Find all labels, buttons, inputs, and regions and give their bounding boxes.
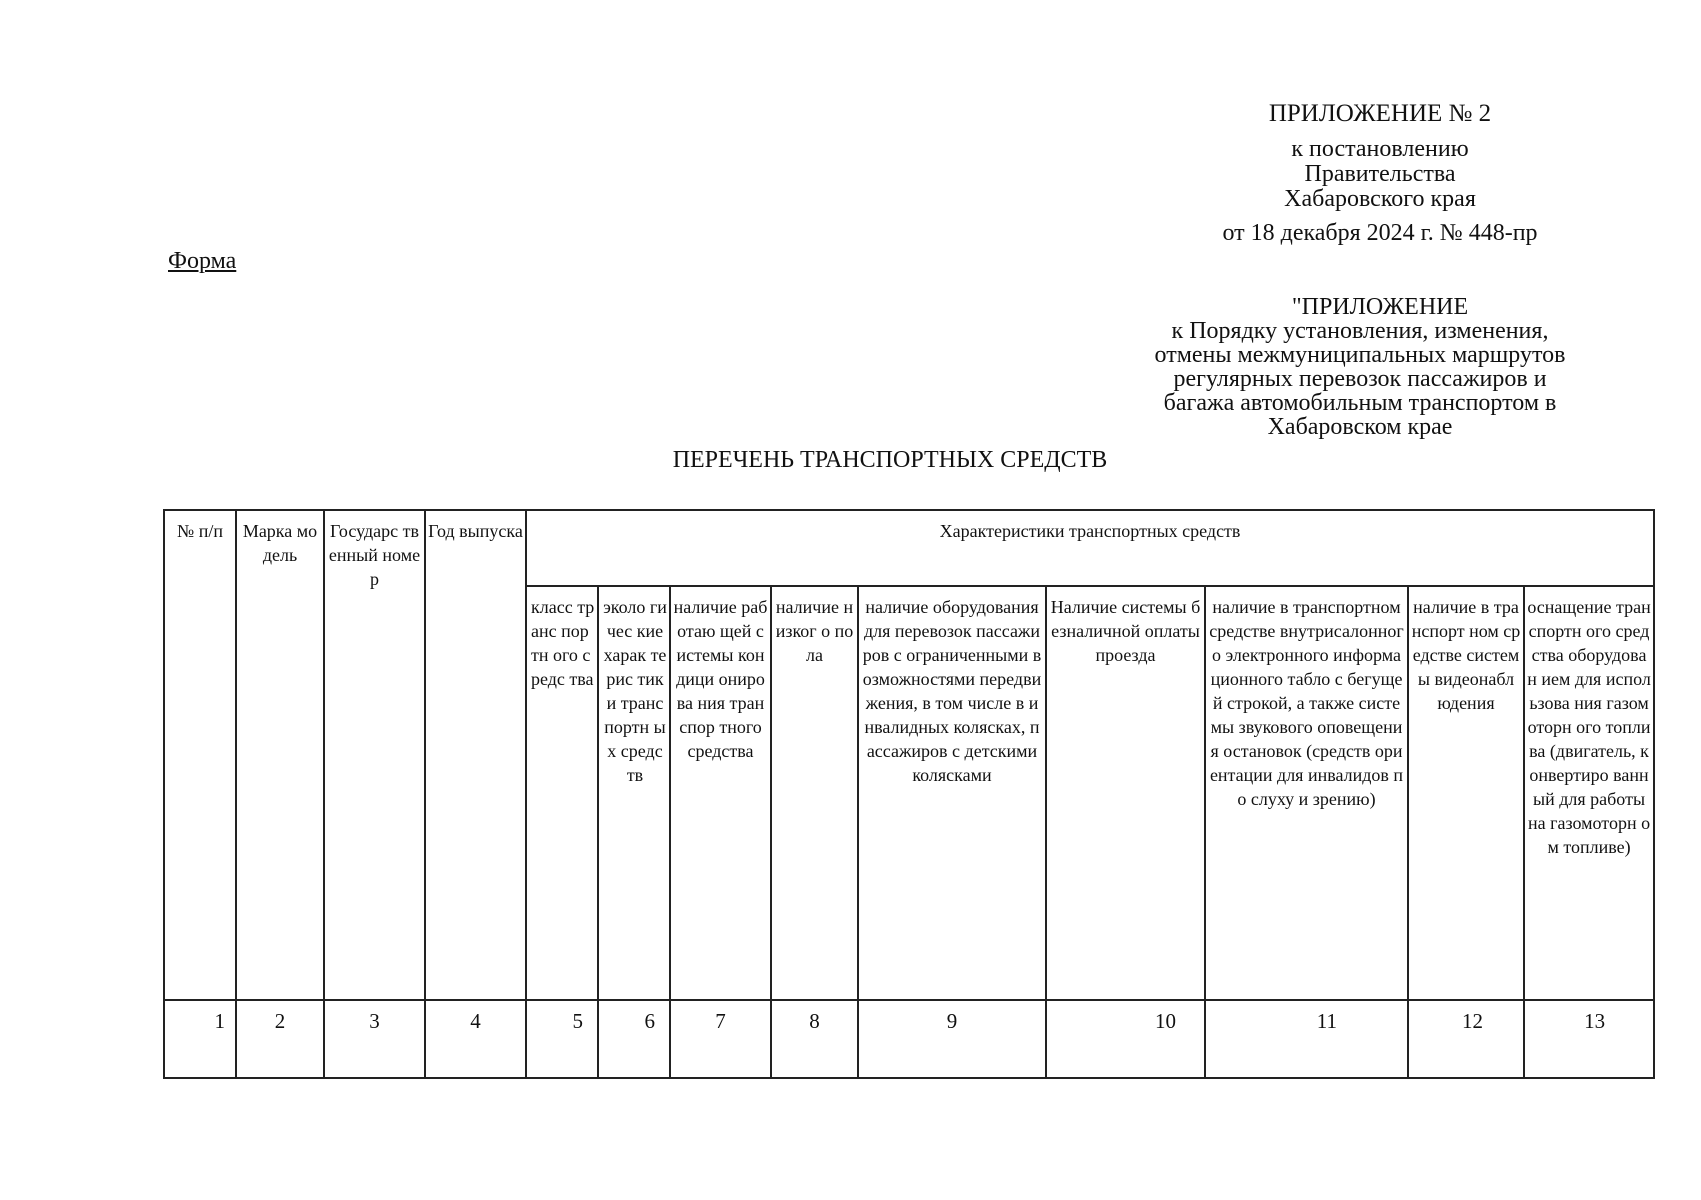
- column-number: 9: [858, 1000, 1046, 1078]
- column-number: 5: [526, 1000, 598, 1078]
- column-number: 13: [1524, 1000, 1654, 1078]
- procedure-line: отмены межмуниципальных маршрутов: [1154, 342, 1566, 368]
- header-gas-fuel: оснащение транспортн ого средства оборудован ием для использова ния газомоторн ого топлива (двигатель, конвертиро ванный для работы на газомоторн ом топливе): [1524, 586, 1654, 1000]
- vehicles-table: [163, 509, 1655, 1079]
- column-number: 3: [324, 1000, 425, 1078]
- column-number: 8: [771, 1000, 858, 1078]
- procedure-line: к Порядку установления, изменения,: [1171, 318, 1549, 344]
- column-number: 7: [670, 1000, 771, 1078]
- form-label: Форма: [168, 248, 237, 274]
- column-number: 4: [425, 1000, 526, 1078]
- appendix-title: ПРИЛОЖЕНИЕ № 2: [1268, 100, 1492, 127]
- procedure-line: регулярных перевозок пассажиров и: [1173, 366, 1547, 392]
- header-year: Год выпуска: [425, 510, 526, 1000]
- procedure-line: багажа автомобильным транспортом в: [1163, 390, 1557, 416]
- appendix-date: от 18 декабря 2024 г. № 448-пр: [1222, 220, 1538, 246]
- header-video-surveillance: наличие в транспорт ном средстве системы видеонабл юдения: [1408, 586, 1524, 1000]
- header-num: № п/п: [164, 510, 236, 1000]
- header-ecological: эколо гичес кие харак терис тики транс портн ых средс тв: [598, 586, 670, 1000]
- procedure-line: Хабаровском крае: [1267, 414, 1453, 440]
- header-characteristics-group: Характеристики транспортных средств: [526, 510, 1654, 586]
- appendix-line: Правительства: [1304, 161, 1456, 187]
- header-plate: Государс твенный номер: [324, 510, 425, 1000]
- header-info-board: наличие в транспортном средстве внутрисалонного электронного информационного табло с бегущей строкой, а также системы звукового оповещения остановок (средств ориентации для инвалидов по слуху и зрению): [1205, 586, 1408, 1000]
- document-title: ПЕРЕЧЕНЬ ТРАНСПОРТНЫХ СРЕДСТВ: [672, 447, 1108, 473]
- appendix-resolution-lines: [1200, 137, 1560, 212]
- header-cashless-payment: Наличие системы безналичной оплаты проезда: [1046, 586, 1205, 1000]
- header-brand: Марка модель: [236, 510, 324, 1000]
- procedure-appendix-lines: [1070, 319, 1650, 439]
- appendix-line: к постановлению: [1291, 136, 1469, 162]
- appendix-line: Хабаровского края: [1284, 186, 1476, 212]
- column-number: 12: [1408, 1000, 1524, 1078]
- column-number: 11: [1205, 1000, 1408, 1078]
- header-air-conditioning: наличие работаю щей системы кондици онирова ния транспор тного средства: [670, 586, 771, 1000]
- column-number: 10: [1046, 1000, 1205, 1078]
- table-header-row: [164, 510, 1654, 586]
- column-number: 2: [236, 1000, 324, 1078]
- header-vehicle-class: класс транс портн ого средс тва: [526, 586, 598, 1000]
- header-low-floor: наличие низког о пола: [771, 586, 858, 1000]
- header-disabled-equipment: наличие оборудования для перевозок пассажиров с ограниченными возможностями передвижения, в том числе в инвалидных колясках, пассажиров с детскими колясками: [858, 586, 1046, 1000]
- procedure-appendix-title: "ПРИЛОЖЕНИЕ: [1291, 294, 1469, 320]
- column-number: 1: [164, 1000, 236, 1078]
- column-number-row: [164, 1000, 1654, 1078]
- column-number: 6: [598, 1000, 670, 1078]
